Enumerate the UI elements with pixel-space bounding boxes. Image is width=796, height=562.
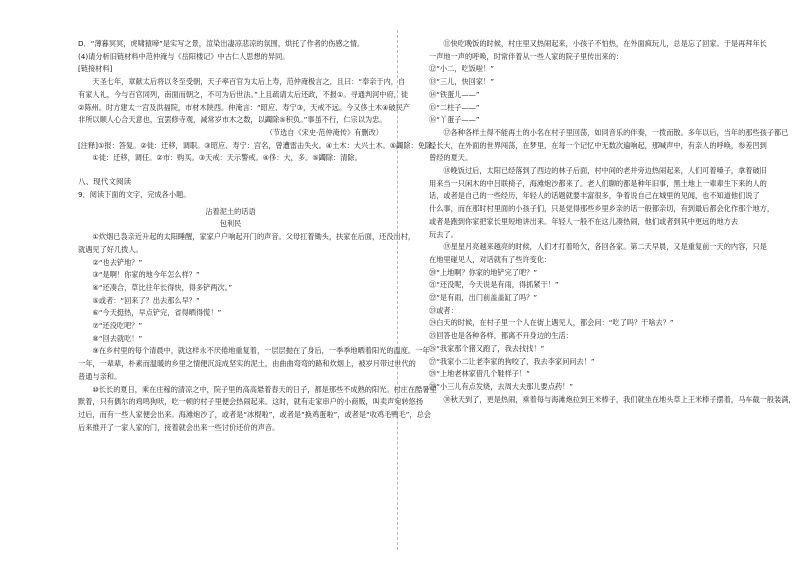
dialogue-line: ㉖“我家那个猪又跑了，我去找找！”: [429, 343, 545, 353]
annotation-line: [注释]①报：答复。②徙：迁移，调职。③昭应、寿宁：宫名，曾遭雷击失火。④土木：大兴土木。⑤蠲除：免除。: [78, 140, 440, 150]
annotation-line: ①徙：迁移，调任。②市：购买。③天戒：天示警戒。④侈：大，多。⑤蠲除：清除。: [78, 153, 362, 163]
article-line: ⑤或者：“回来了？出去那么早？”: [78, 295, 200, 305]
article-line: ⑥“今天挺热，早点铲完，省得晒得慌！”: [78, 308, 222, 318]
left-top-block: [78, 38, 440, 165]
classical-text-line: ②陈州。时方建太一宫及洪福院，市材木陕西。仲淹言：“昭应、寿宁③，天戒不远。今又侈土木④破民产: [78, 102, 411, 112]
question-4: (4)请分析旧链材料中范仲淹与《岳阳楼记》中古仁人思想的异同。: [78, 51, 290, 61]
source-note: （节选自《宋史·范仲淹传》有删改）: [265, 127, 383, 137]
article-line: 曾经的夏天。: [429, 153, 473, 163]
call-line: ⑯“丫蛋子——”: [429, 115, 480, 125]
dialogue-line: ㉑“还没呢，今天说是有雨，得抓紧干！”: [429, 280, 559, 290]
call-line: ⑮“二柱子——”: [429, 102, 480, 112]
article-line: ⑰各种各样土得不能再土的小名在村子里回荡，如同音乐的伴奏，一拨而散。多年以后，当年的那些孩子都已: [429, 127, 789, 137]
article-line: 玩去了。: [429, 229, 458, 239]
article-line: ㉚秋天到了，更是热闹，乘着每与海滩炮拉到王米棒子，我们就坐在地头草上王米棒子摆着，马车截一般装满，: [429, 394, 796, 404]
dialogue-line: ㉕回答也是各种各样，都离不开身边的生活：: [429, 331, 573, 341]
article-line: 一年，一辈辈，朴素而温暖的乡里之情便沉淀成坚实的泥土，由曲曲弯弯的路和炊烟上，被岁月带过世代的: [78, 359, 416, 369]
dialogue-line: ㉒“是有雨，出门前盖盖缸了吗？”: [429, 293, 538, 303]
article-line: ⑧“回去就吃！”: [78, 333, 143, 343]
article-line: ⑦“还没吃吧？”: [78, 321, 143, 331]
call-line: ⑫“小二，吃饭啦！”: [429, 64, 494, 74]
article-line: ⑨在乡村里的每个清晨中，就这样永不厌倦地重复着，一层层抛在了身后，一季季地晒着阳光的温度。一年: [78, 346, 430, 356]
dialogue-line: ㉘“上地老林家借几个鞋样子！”: [429, 369, 530, 379]
call-line: ⑬“三儿，快回家！”: [429, 77, 494, 87]
question-9: 9．阅读下面的文字，完成各小题。: [78, 190, 191, 200]
dialogue-line: ⑳“上地啊？你家的地铲完了吧？”: [429, 267, 538, 277]
article-line: 经长大，在外面的世界闯荡，在梦里，在每一个记忆中无数次遍响起，那喊声中，有亲人的呼唤，参差凹到: [429, 140, 767, 150]
dialogue-line: ㉙“小三儿有点发烧，去周大夫那儿要点药！”: [429, 381, 574, 391]
dialogue-line: ㉓或者：: [429, 305, 458, 315]
option-d: D．“薄暮冥冥，虎啸猿啼”是实写之景，渲染出凄凉悲凉的氛围，烘托了作者的伤感之情。: [78, 39, 365, 48]
article-line: ⑲星星月亮越来越亮的时候，人们才打着哈欠，各回各家。第二天早晨，又是重复前一天的内容，只是: [429, 242, 767, 252]
article-author: 包利民: [219, 219, 242, 229]
classical-text-line: 有家人礼，今与百官同列，南面而朝之，不可为后世法。”上且疏请太后还政，不报①。寻通判河中府，徙: [78, 89, 409, 99]
dialogue-line: ㉗“我家小二让老李家的狗咬了，我去李家问问去！”: [429, 356, 595, 366]
call-line: ⑭“铁蛋儿——”: [429, 89, 480, 99]
article-line: ②“也去铲地？”: [78, 257, 143, 267]
dialogue-line: ㉔白天的时候，在村子里一个人在街上遇见人，都会问：“吃了吗？干啥去？”: [429, 318, 674, 328]
article-line: 什么事，而在那时村里面的小孩子们，只是觉得那些乡里乡亲的话一般都亲切，有到最后都会化作那个地方，: [429, 204, 775, 214]
article-title: 沾着泥土的话语: [205, 206, 256, 216]
article-line: 在地里碰见人，对话就有了些许变化：: [429, 254, 552, 264]
classical-text-line: 非所以顺人心合天意也，宜罢修寺观，减常岁市木之数，以蠲除⑤积负。”事虽不行，仁宗以为忠。: [78, 115, 387, 125]
article-line: ④“还凑合，草比往年长得快，得多铲两次。”: [78, 282, 233, 292]
article-line: ③“是啊！你家的地今年怎么样？”: [78, 270, 200, 280]
article-line: 用来当一只闲木的中吕联椅子，海滩炮沙都来了。老人们聊的都是种年旧事，黑土地上一辈辈生下来的人的: [429, 178, 767, 188]
article-body: [78, 231, 437, 434]
article-line: 或者是跑到你家把家长里短地讲出来。年轻人一般不在这儿凑热闹，他们或者到其中更远的地方去: [429, 216, 739, 226]
article-line: ①炊烟已袅亲近升起的太阳睡醒，家家户户响起开门的声音。父母扛着锄头，扶家在后面，还没出村，: [78, 232, 416, 242]
article-line: 后来推开了一家人家的门，接着就会出来一些讨价还价的声音。: [78, 422, 280, 432]
article-line: 就遇见了好几拨人。: [78, 244, 143, 254]
article-line: 一声地一声的呼唤，时常伴着从一些人家的院子里传出来的：: [429, 51, 624, 61]
link-material-label: [链接材料]: [78, 64, 113, 74]
article-line: ⑱晚饭过后，太阳已经落到了西边的林子后面，村中间的老井旁边热闹起来，人们可着嗓子，拿着破旧: [429, 166, 767, 176]
classical-text-line: 天圣七年，章献太后将以冬至受朝，天子率百官为太后上寿，范仲淹极言之，且曰：“奉亲于内，自: [78, 77, 406, 87]
section-heading: 八、现代文阅读: [78, 177, 132, 187]
article-line: 话，或者是自己的一些经历，年轻人的话题就要丰富很多，争着说自己在城里的见闻，也不知道他们说了: [429, 191, 760, 201]
article-line: 过后，而有一些人家便会出来。海滩炮沙了，或者是“冰棍啦”，或者是“换鸡蛋啦”，或者是“收鸡毛鸭毛”，总会: [78, 409, 431, 419]
right-column: [397, 0, 794, 562]
article-line: 默着，只有偶尔的鸡鸣狗吠，吃一顿的村子里便会热闹起来。这时，就有走家串户的小商贩，叫卖声宛转悠扬: [78, 397, 424, 407]
article-line: ⑩长长的夏日，乘在庄稼的清凉之中，院子里的高高悬着春天的日子，都是那些不成熟的阳光。村庄在酷暑里: [78, 384, 437, 394]
article-line: 普通与亲和。: [78, 371, 122, 381]
article-line: ⑪快吃晚饭的时候，村庄里又热闹起来，小孩子不怕热，在外面疯玩儿，总是忘了回家。于是再拜年长: [429, 39, 767, 48]
